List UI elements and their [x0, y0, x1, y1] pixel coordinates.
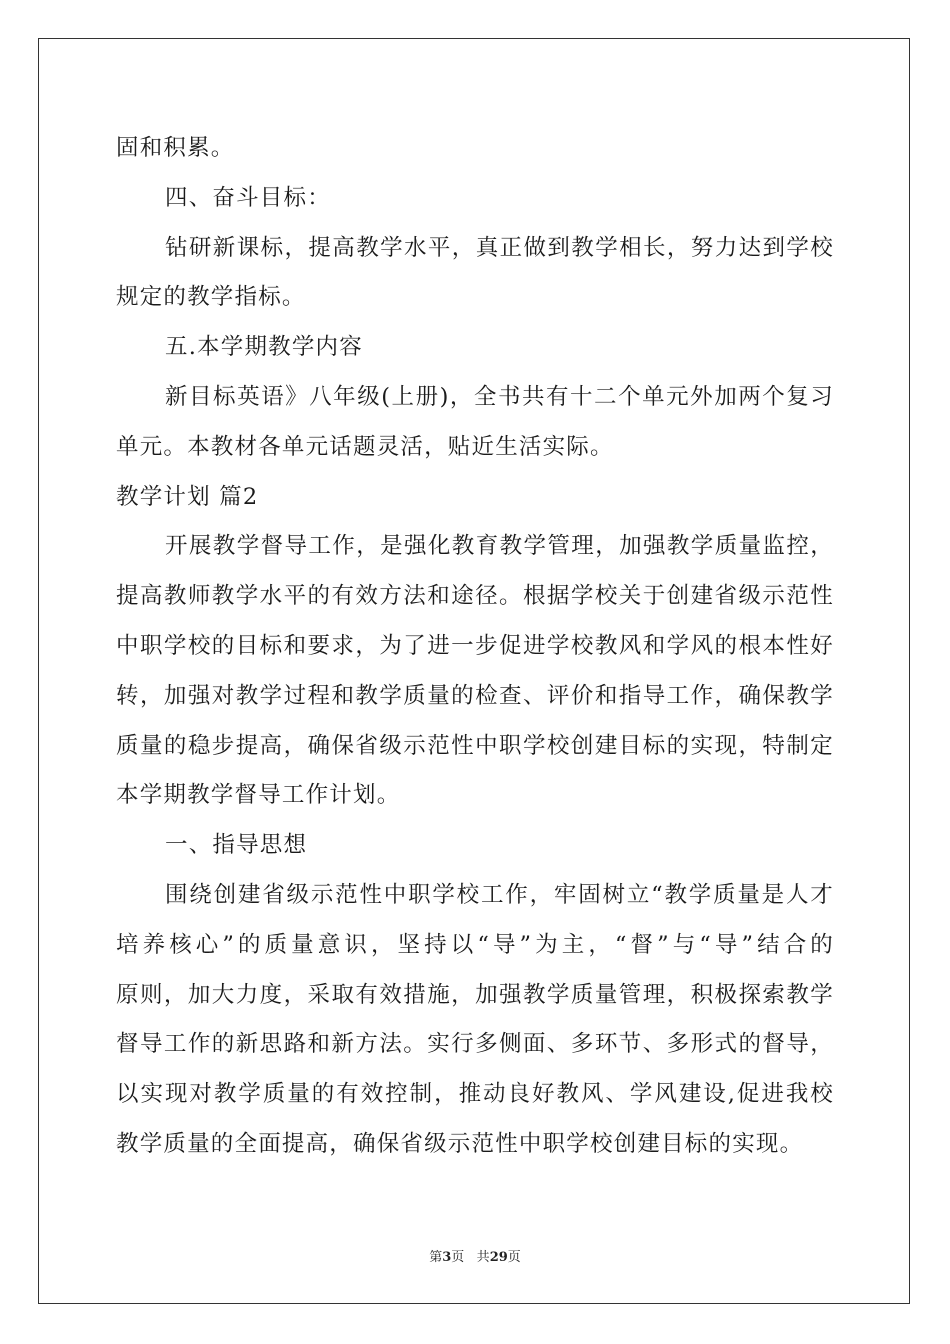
text-line: 单元。本教材各单元话题灵活，贴近生活实际。	[116, 433, 614, 460]
total-pages: 29	[489, 1250, 508, 1265]
total-suffix: 页	[507, 1250, 521, 1265]
page-footer	[0, 1246, 950, 1265]
text-line: 四、奋斗目标：	[165, 184, 331, 211]
text-line: 一、指导思想	[165, 832, 308, 859]
text-line: 原则，加大力度，采取有效措施，加强教学质量管理，积极探索教学	[116, 981, 834, 1008]
page-prefix: 第	[429, 1250, 443, 1265]
text-line: 提高教师教学水平的有效方法和途径。根据学校关于创建省级示范性	[116, 583, 834, 610]
text-line: 固和积累。	[116, 135, 235, 161]
text-line: 钻研新课标，提高教学水平，真正做到教学相长，努力达到学校	[165, 234, 834, 261]
page-number: 3	[442, 1250, 452, 1265]
text-line: 中职学校的目标和要求，为了进一步促进学校教风和学风的根本性好	[116, 632, 834, 659]
text-line: 教学计划 篇2	[116, 483, 259, 510]
text-line: 新目标英语》八年级(上册)，全书共有十二个单元外加两个复习	[165, 383, 834, 410]
text-line: 以实现对教学质量的有效控制，推动良好教风、学风建设,促进我校	[116, 1081, 834, 1108]
document-body	[116, 124, 834, 1170]
text-line: 规定的教学指标。	[116, 284, 306, 311]
text-line: 本学期教学督导工作计划。	[116, 782, 401, 809]
page-suffix: 页	[451, 1250, 465, 1265]
text-line: 围绕创建省级示范性中职学校工作，牢固树立“教学质量是人才	[165, 881, 834, 908]
text-line: 开展教学督导工作，是强化教育教学管理，加强教学质量监控，	[165, 533, 834, 560]
text-line: 督导工作的新思路和新方法。实行多侧面、多环节、多形式的督导，	[116, 1031, 834, 1058]
text-line: 教学质量的全面提高，确保省级示范性中职学校创建目标的实现。	[116, 1130, 804, 1157]
text-line: 培养核心”的质量意识，坚持以“导”为主，“督”与“导”结合的	[116, 931, 834, 958]
text-line: 质量的稳步提高，确保省级示范性中职学校创建目标的实现，特制定	[116, 732, 834, 759]
total-prefix: 共	[476, 1250, 490, 1265]
text-line: 转，加强对教学过程和教学质量的检查、评价和指导工作，确保教学	[116, 682, 834, 709]
text-line: 五.本学期教学内容	[165, 334, 363, 361]
